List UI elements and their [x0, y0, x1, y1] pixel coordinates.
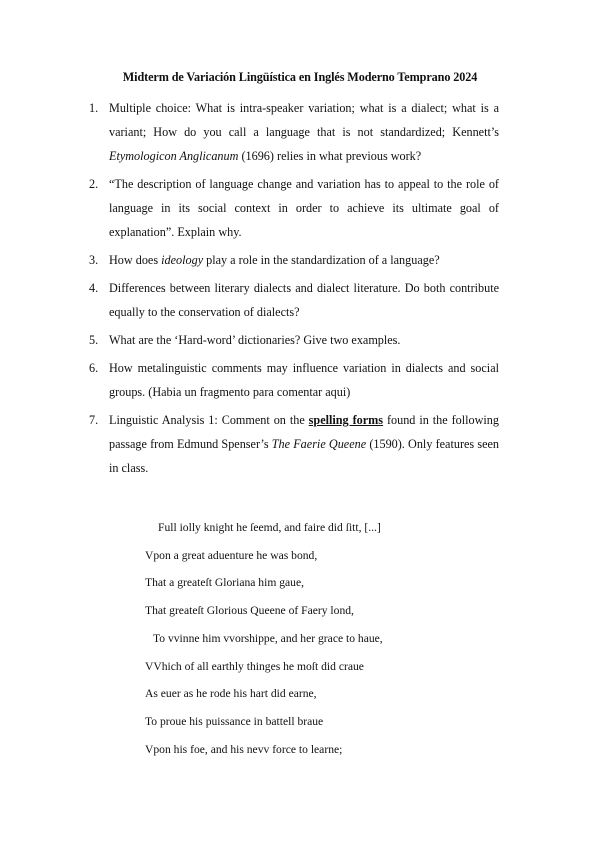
poem-line: VVhich of all earthly thinges he moſt did craue	[145, 659, 364, 673]
question-text: “The description of language change and variation has to appeal to the role of language in its social context in order to achieve its ultimate goal of explanation”. Explain why.	[109, 177, 499, 239]
question-text: Differences between literary dialects and dialect literature. Do both contribute equally to the conservation of dialects?	[109, 281, 499, 319]
work-title: The Faerie Queene	[271, 437, 367, 451]
question-number: 5.	[89, 333, 99, 347]
question-text: (1696) relies in what previous work?	[238, 149, 422, 163]
question-item	[0, 356, 600, 404]
question-number: 1.	[89, 101, 99, 115]
poem-line: That greateſt Glorious Queene of Faery lond,	[145, 604, 354, 618]
question-text: How does	[109, 253, 162, 267]
poem-line: To proue his puissance in battell braue	[145, 714, 324, 728]
poem-line: As euer as he rode his hart did earne,	[145, 687, 317, 701]
question-list	[0, 96, 600, 484]
emphasis-term: ideology	[161, 253, 204, 267]
question-item	[0, 172, 600, 244]
poem-line: That a greateſt Gloriana him gaue,	[145, 576, 305, 590]
question-number: 2.	[89, 177, 99, 191]
poem-line: To vvinne him vvorshippe, and her grace to haue,	[153, 631, 383, 645]
question-item	[0, 248, 600, 272]
question-number: 3.	[89, 253, 99, 267]
question-number: 7.	[89, 413, 99, 427]
question-item	[0, 96, 600, 168]
question-number: 4.	[89, 281, 99, 295]
question-text: play a role in the standardization of a language?	[203, 253, 440, 267]
question-text: found in the following passage from Edmund Spenser’s	[109, 413, 499, 451]
work-title: Etymologicon Anglicanum	[109, 149, 239, 163]
question-item	[0, 328, 600, 352]
question-item	[0, 276, 600, 324]
question-text: Linguistic Analysis 1: Comment on the	[109, 413, 309, 427]
poem-line: Vpon a great aduenture he was bond,	[145, 548, 318, 562]
question-text: (1590). Only features seen in class.	[109, 437, 499, 475]
question-number: 6.	[89, 361, 99, 375]
question-text: How metalinguistic comments may influence variation in dialects and social groups. (Habia un fragmento para comentar aqui)	[109, 361, 499, 399]
question-text: Multiple choice: What is intra-speaker variation; what is a dialect; what is a variant; How do you call a language that is not standardized; Kennett’s	[109, 101, 499, 139]
question-text: What are the ‘Hard-word’ dictionaries? Give two examples.	[109, 333, 401, 347]
poem-line: Vpon his foe, and his nevv force to learne;	[145, 742, 343, 756]
page-title: Midterm de Variación Lingüística en Inglés Moderno Temprano 2024	[122, 70, 478, 84]
question-item	[0, 408, 600, 480]
poem-line: Full iolly knight he ſeemd, and faire did ſitt, [...]	[158, 521, 381, 534]
emphasis-term: spelling forms	[308, 413, 384, 427]
poem-excerpt	[0, 514, 600, 763]
